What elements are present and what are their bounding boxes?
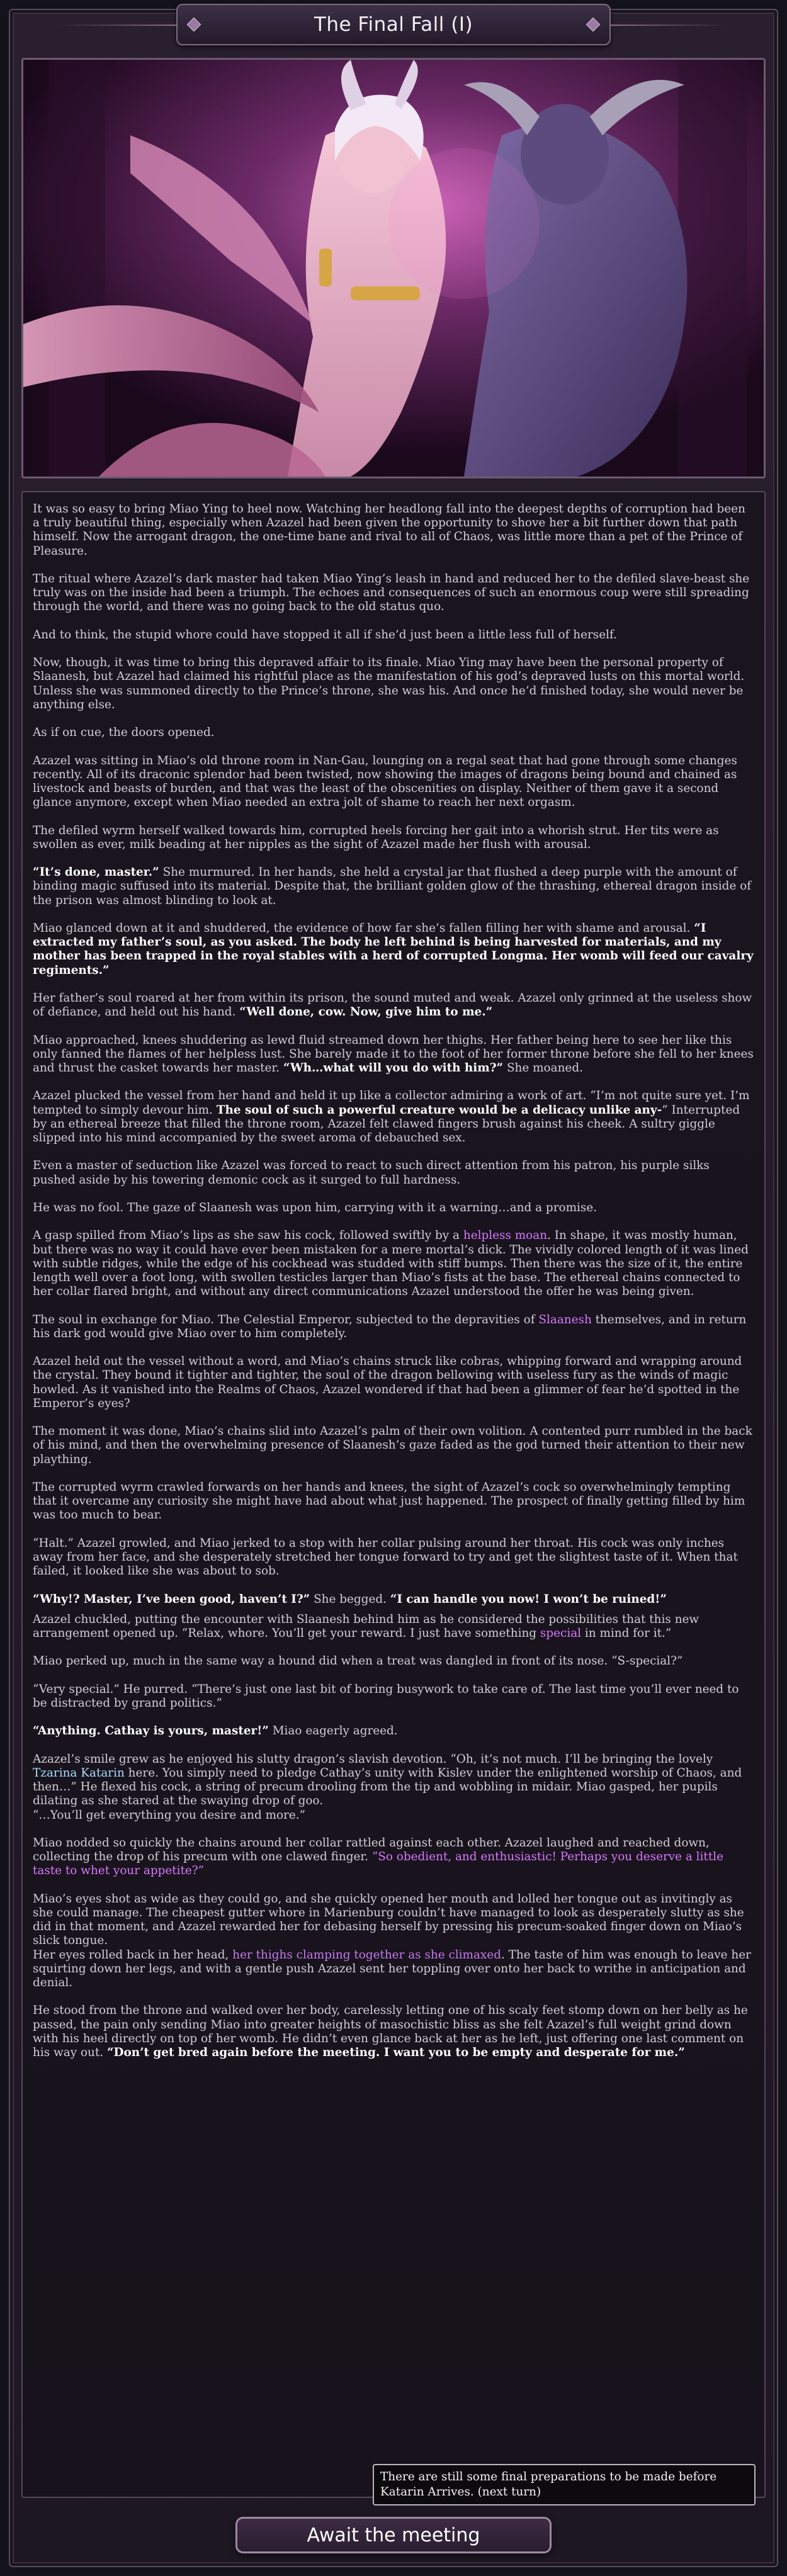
narration: in mind for it.” bbox=[581, 1626, 672, 1640]
title-ornament-right bbox=[586, 18, 601, 32]
story-paragraph: Even a master of seduction like Azazel was forced to react to such direct attention from his patron, his purple silks pushed aside by his towering demonic cock as it surged to full hardness. bbox=[33, 1159, 710, 1187]
dialogue: “Why!? Master, I’ve been good, haven’t I?” bbox=[33, 1592, 310, 1606]
narration: Azazel’s smile grew as he enjoyed his slutty dragon’s slavish devotion. “Oh, it’s not much. I’ll be bringing the lovely bbox=[33, 1752, 713, 1766]
await-meeting-button[interactable] bbox=[235, 2517, 552, 2553]
narration: She moaned. bbox=[503, 1061, 583, 1075]
story-paragraph: “…You’ll get everything you desire and more.” bbox=[33, 1808, 306, 1822]
story-paragraph: The defiled wyrm herself walked towards him, corrupted heels forcing her gait into a whorish strut. Her tits were as swollen as ever, milk beading at her nipples as the sight of Azazel made her flush with arousal. bbox=[33, 823, 719, 851]
narration: Azazel chuckled, putting the encounter with Slaanesh behind him as he considered the possibilities that this new arrangement opened up. “Relax, whore. You’ll get your reward. I just have something bbox=[33, 1612, 699, 1640]
story-paragraph bbox=[33, 1753, 754, 1809]
story-paragraph: Azazel was sitting in Miao’s old throne room in Nan-Gau, lounging on a regal seat that had gone through some changes recently. All of its draconic splendor had been twisted, now showing the images of dragons being bound and chained as livestock and beasts of burden, and that was the least of the obscenities on display. Neither of them gave it a second glance anymore, except when Miao needed an extra jolt of shame to reach her next orgasm. bbox=[33, 754, 737, 810]
story-paragraph: Now, though, it was time to bring this depraved affair to its finale. Miao Ying may have been the personal property of Slaanesh, but Azazel had claimed his rightful place as the manifestation of his god’s depraved lusts on this mortal world. Unless she was summoned directly to the Prince’s throne, she was his. And once he’d finished today, she would never be anything else. bbox=[33, 656, 745, 711]
narration: Miao glanced down at it and shuddered, the evidence of how far she’s fallen filling her with shame and arousal. bbox=[33, 921, 694, 935]
highlight-text: special bbox=[540, 1626, 582, 1640]
narration: Miao eagerly agreed. bbox=[268, 1724, 398, 1738]
story-paragraph bbox=[33, 1836, 754, 1878]
story-paragraph: Miao’s eyes shot as wide as they could go, and she quickly opened her mouth and lolled her tongue out as invitingly as she could manage. The cheapest gutter whore in Marienburg couldn’t have managed to look as desperately slutty as she did in that moment, and Azazel rewarded her for debasing herself by pressing his precum-soaked finger down on Miao’s slick tongue. bbox=[33, 1892, 744, 1948]
dialogue: “Don’t get bred again before the meeting. I want you to be empty and desperate for me.” bbox=[106, 2045, 685, 2059]
story-paragraph bbox=[33, 1613, 754, 1641]
narration: The soul in exchange for Miao. The Celestial Emperor, subjected to the depravities of bbox=[33, 1313, 539, 1326]
title-ornament-left bbox=[187, 18, 201, 32]
story-paragraph bbox=[33, 1948, 754, 1991]
highlight-text: helpless moan bbox=[463, 1229, 548, 1243]
highlight-name: Tzarina Katarin bbox=[33, 1766, 125, 1780]
story-paragraph bbox=[33, 1313, 754, 1341]
highlight-text: Slaanesh bbox=[538, 1313, 592, 1326]
dialogue: The soul of such a powerful creature would be a delicacy unlike any- bbox=[216, 1103, 662, 1117]
story-paragraph: The ritual where Azazel’s dark master had taken Miao Ying’s leash in hand and reduced her to the defiled slave-beast she truly was on the inside had been a triumph. The echoes and consequences of such an enormous coup were still spreading through the world, and there was no going back to the old status quo. bbox=[33, 572, 750, 614]
highlight-text: her thighs clamping together as she climaxed bbox=[232, 1948, 501, 1962]
highlight-text: “So obedient, and enthusiastic! Perhaps you deserve a little taste to whet your appetite?” bbox=[33, 1850, 723, 1878]
dialogue: “Wh…what will you do with him?” bbox=[283, 1061, 504, 1075]
narration: She begged. bbox=[310, 1592, 390, 1606]
narration: Miao nodded so quickly the chains around her collar rattled against each other. Azazel laughed and reached down, collecting the drop of his precum with one clawed finger. bbox=[33, 1836, 710, 1864]
story-paragraph bbox=[33, 1089, 754, 1145]
story-paragraph: As if on cue, the doors opened. bbox=[33, 726, 215, 740]
story-paragraph: Azazel held out the vessel without a word, and Miao’s chains struck like cobras, whipping forward and wrapping around the crystal. They bound it tighter and tighter, the soul of the dragon bellowing with useless fury as the winds of magic howled. As it vanished into the Realms of Chaos, Azazel wondered if that had been a glimmer of fear he’d spotted in the Emperor’s eyes? bbox=[33, 1355, 742, 1410]
story-paragraph bbox=[33, 1724, 754, 1738]
narration: . The taste of him was enough to leave her squirting down her legs, and with a gentle push Azazel sent her toppling over onto her back to writhe in anticipation and denial. bbox=[33, 1948, 751, 1989]
story-paragraph bbox=[33, 2004, 754, 2060]
story-paragraph bbox=[33, 1593, 754, 1607]
narration: Miao approached, knees shuddering as lewd fluid streamed down her thighs. Her father being here to see her like this only fanned the flames of her helpless lust. She barely made it to the foot of her former throne before she fell to her knees and thrust the casket towards her master. bbox=[33, 1033, 754, 1075]
choice-tooltip: There are still some final preparations to be made before Katarin Arrives. (next turn) bbox=[373, 2464, 756, 2505]
narration: here. You simply need to pledge Cathay’s unity with Kislev under the enlightened worship of Chaos, and then…” He flexed his cock, a string of precum drooling from the tip and wobbling in midair. Miao gasped, her pupils dilating as she stared at the swaying drop of goo. bbox=[33, 1766, 742, 1808]
dialogue: “Well done, cow. Now, give him to me.” bbox=[239, 1005, 493, 1019]
narration: A gasp spilled from Miao’s lips as she saw his cock, followed swiftly by a bbox=[33, 1229, 463, 1243]
story-paragraph: The corrupted wyrm crawled forwards on her hands and knees, the sight of Azazel’s cock so overwhelmingly tempting that it overcame any curiosity she might have had about what just happened. The prospect of finally getting filled by him was too much to bear. bbox=[33, 1480, 745, 1522]
event-title-bar bbox=[176, 4, 611, 45]
dialogue: “I can handle you now! I won’t be ruined!” bbox=[390, 1592, 667, 1606]
narration: ” Interrupted by an ethereal breeze that filled the throne room, Azazel felt clawed fingers brush against his cheek. A sultry giggle slipped into his mind accompanied by the sweet aroma of debauched sex. bbox=[33, 1103, 740, 1144]
scene-illustration bbox=[21, 58, 766, 478]
story-paragraph: He was no fool. The gaze of Slaanesh was upon him, carrying with it a warning…and a promise. bbox=[33, 1200, 597, 1214]
story-paragraph bbox=[33, 1034, 754, 1076]
narration: Azazel plucked the vessel from her hand and held it up like a collector admiring a work of art. “I’m not quite sure yet. I’m tempted to simply devour him. bbox=[33, 1089, 750, 1117]
story-paragraph bbox=[33, 866, 754, 908]
story-text bbox=[21, 491, 766, 2498]
story-paragraph: Miao perked up, much in the same way a hound did when a treat was dangled in front of its nose. “S-special?” bbox=[33, 1654, 683, 1668]
event-title: The Final Fall (I) bbox=[314, 13, 473, 36]
story-paragraph: “Halt.” Azazel growled, and Miao jerked to a stop with her collar pulsing around her throat. His cock was only inches away from her face, and she desperately stretched her tongue forward to try and get the slightest taste of it. When that failed, it looked like she was about to sob. bbox=[33, 1536, 738, 1578]
narration: . In shape, it was mostly human, but there was no way it could have ever been mistaken for a mere mortal’s dick. The vividly colored length of it was lined with subtle ridges, while the edge of his cockhead was studded with stiff bumps. Then there was the size of it, the entire length well over a foot long, with swollen testicles larger than Miao’s fists at the base. The ethereal chains connected to her collar flared bright, and without any direct communications Azazel understood the offer he was being given. bbox=[33, 1229, 749, 1299]
story-paragraph: “Very special.” He purred. “There’s just one last bit of boring busywork to take care of. The last time you’ll ever need to be distracted by grand politics.” bbox=[33, 1682, 739, 1710]
story-paragraph: It was so easy to bring Miao Ying to heel now. Watching her headlong fall into the deepest depths of corruption had been a truly beautiful thing, especially when Azazel had been given the opportunity to shove her a bit further down that path himself. Now the arrogant dragon, the one-time bane and rival to all of Chaos, was little more than a pet of the Prince of Pleasure. bbox=[33, 502, 745, 558]
narration: Her eyes rolled back in her head, bbox=[33, 1948, 233, 1962]
narration: Her father’s soul roared at her from within its prison, the sound muted and weak. Azazel only grinned at the useless show of defiance, and held out his hand. bbox=[33, 991, 752, 1019]
dialogue: “Anything. Cathay is yours, master!” bbox=[33, 1724, 269, 1738]
narration: themselves, and in return his dark god would give Miao over to him completely. bbox=[33, 1313, 747, 1340]
narration: She murmured. In her hands, she held a crystal jar that flushed a deep purple with the amount of binding magic suffused into its material. Despite that, the brilliant golden glow of the thrashing, ethereal dragon inside of the prison was almost blinding to look at. bbox=[33, 866, 752, 907]
story-paragraph: And to think, the stupid whore could have stopped it all if she’d just been a little less full of herself. bbox=[33, 628, 617, 641]
story-paragraph bbox=[33, 991, 754, 1019]
dialogue: “It’s done, master.” bbox=[33, 866, 159, 879]
story-paragraph bbox=[33, 1229, 754, 1299]
choice-label: Await the meeting bbox=[307, 2524, 480, 2546]
story-paragraph bbox=[33, 922, 754, 978]
dialogue: “I extracted my father’s soul, as you asked. The body he left behind is being harvested for materials, and my mother has been trapped in the royal stables with a herd of corrupted Longma. Her womb will feed our cavalry regiments.” bbox=[33, 921, 754, 977]
narration: He stood from the throne and walked over her body, carelessly letting one of his scaly feet stomp down on her belly as he passed, the pain only sending Miao into greater heights of masochistic bliss as she felt Azazel’s full weight grind down with his heel directly on top of her womb. He didn’t even glance back at her as he left, just offering one last comment on his way out. bbox=[33, 2004, 748, 2059]
story-paragraph: The moment it was done, Miao’s chains slid into Azazel’s palm of their own volition. A contented purr rumbled in the back of his mind, and then the overwhelming presence of Slaanesh’s gaze faded as the god turned their attention to their new plaything. bbox=[33, 1425, 752, 1466]
